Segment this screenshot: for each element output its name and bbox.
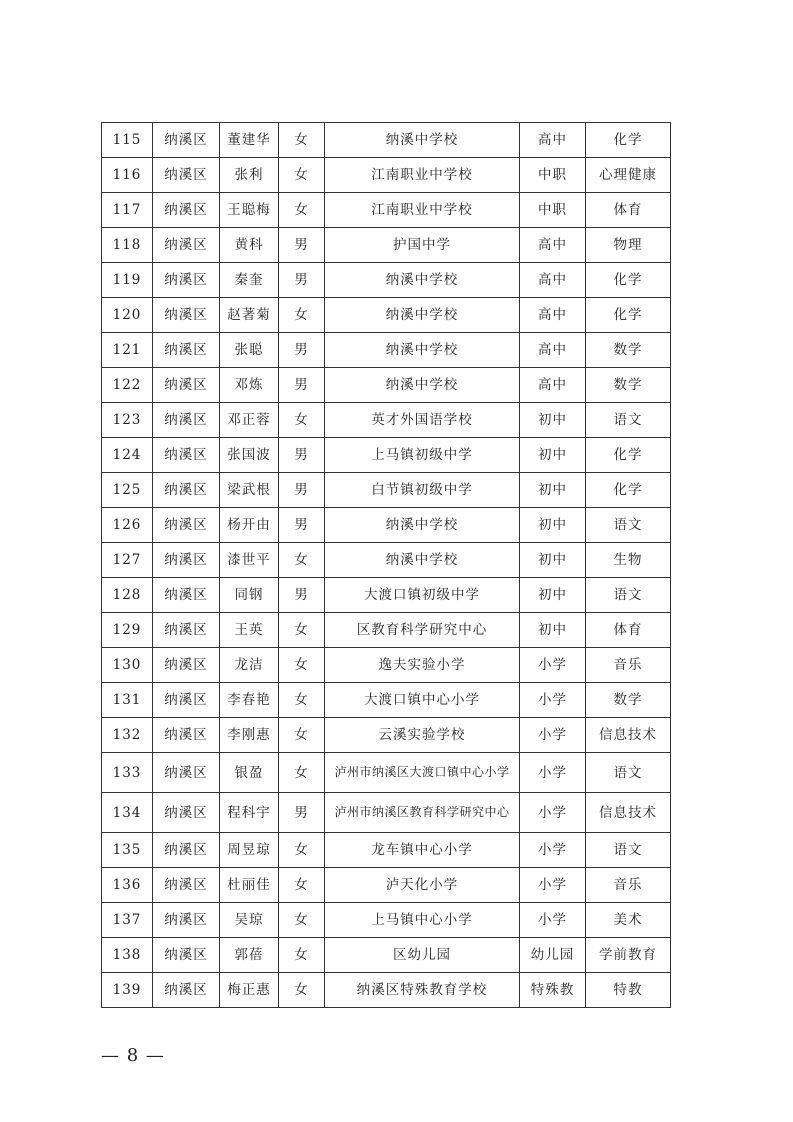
cell-number: 131 <box>102 683 153 718</box>
cell-number: 128 <box>102 578 153 613</box>
cell-school: 泸州市纳溪区教育科学研究中心 <box>325 793 520 833</box>
cell-name: 王英 <box>220 613 279 648</box>
table-row <box>102 903 671 938</box>
cell-district: 纳溪区 <box>153 333 220 368</box>
cell-school: 大渡口镇初级中学 <box>325 578 520 613</box>
cell-gender: 女 <box>279 683 325 718</box>
cell-number: 137 <box>102 903 153 938</box>
cell-level: 小学 <box>520 793 586 833</box>
cell-level: 幼儿园 <box>520 938 586 973</box>
table-row <box>102 683 671 718</box>
cell-level: 高中 <box>520 263 586 298</box>
cell-district: 纳溪区 <box>153 193 220 228</box>
cell-level: 小学 <box>520 718 586 753</box>
cell-level: 小学 <box>520 753 586 793</box>
cell-gender: 女 <box>279 123 325 158</box>
cell-level: 初中 <box>520 403 586 438</box>
cell-number: 133 <box>102 753 153 793</box>
cell-subject: 语文 <box>586 753 671 793</box>
cell-school: 江南职业中学校 <box>325 193 520 228</box>
table-row <box>102 333 671 368</box>
cell-district: 纳溪区 <box>153 263 220 298</box>
cell-district: 纳溪区 <box>153 403 220 438</box>
cell-name: 赵著菊 <box>220 298 279 333</box>
cell-level: 小学 <box>520 868 586 903</box>
cell-level: 中职 <box>520 193 586 228</box>
cell-gender: 女 <box>279 613 325 648</box>
cell-subject: 化学 <box>586 438 671 473</box>
table-row <box>102 718 671 753</box>
cell-district: 纳溪区 <box>153 158 220 193</box>
cell-subject: 信息技术 <box>586 793 671 833</box>
table-row <box>102 228 671 263</box>
cell-name: 同钢 <box>220 578 279 613</box>
cell-gender: 女 <box>279 403 325 438</box>
cell-subject: 化学 <box>586 123 671 158</box>
cell-school: 上马镇初级中学 <box>325 438 520 473</box>
cell-subject: 化学 <box>586 298 671 333</box>
cell-level: 初中 <box>520 578 586 613</box>
cell-subject: 化学 <box>586 263 671 298</box>
cell-number: 129 <box>102 613 153 648</box>
cell-district: 纳溪区 <box>153 613 220 648</box>
cell-level: 高中 <box>520 123 586 158</box>
cell-number: 126 <box>102 508 153 543</box>
cell-subject: 体育 <box>586 613 671 648</box>
roster-body <box>102 123 671 1008</box>
cell-subject: 生物 <box>586 543 671 578</box>
cell-name: 张利 <box>220 158 279 193</box>
cell-name: 郭蓓 <box>220 938 279 973</box>
cell-number: 130 <box>102 648 153 683</box>
cell-school: 纳溪中学校 <box>325 263 520 298</box>
table-row <box>102 753 671 793</box>
table-row <box>102 438 671 473</box>
cell-school: 纳溪中学校 <box>325 298 520 333</box>
cell-number: 135 <box>102 833 153 868</box>
cell-school: 江南职业中学校 <box>325 158 520 193</box>
cell-gender: 女 <box>279 543 325 578</box>
cell-level: 初中 <box>520 543 586 578</box>
table-row <box>102 648 671 683</box>
teacher-roster-table <box>101 122 671 1008</box>
cell-gender: 女 <box>279 753 325 793</box>
table-row <box>102 543 671 578</box>
cell-gender: 女 <box>279 718 325 753</box>
cell-district: 纳溪区 <box>153 473 220 508</box>
table-row <box>102 123 671 158</box>
table-row <box>102 403 671 438</box>
cell-school: 逸夫实验小学 <box>325 648 520 683</box>
cell-name: 杨开由 <box>220 508 279 543</box>
cell-district: 纳溪区 <box>153 973 220 1008</box>
cell-district: 纳溪区 <box>153 298 220 333</box>
cell-number: 119 <box>102 263 153 298</box>
cell-number: 115 <box>102 123 153 158</box>
cell-gender: 女 <box>279 648 325 683</box>
cell-name: 杜丽佳 <box>220 868 279 903</box>
cell-subject: 语文 <box>586 508 671 543</box>
cell-gender: 女 <box>279 868 325 903</box>
cell-subject: 体育 <box>586 193 671 228</box>
cell-level: 高中 <box>520 228 586 263</box>
cell-level: 初中 <box>520 508 586 543</box>
cell-number: 116 <box>102 158 153 193</box>
table-row <box>102 263 671 298</box>
cell-number: 122 <box>102 368 153 403</box>
cell-subject: 信息技术 <box>586 718 671 753</box>
cell-name: 董建华 <box>220 123 279 158</box>
cell-number: 132 <box>102 718 153 753</box>
cell-gender: 女 <box>279 298 325 333</box>
cell-gender: 女 <box>279 833 325 868</box>
cell-school: 龙车镇中心小学 <box>325 833 520 868</box>
cell-subject: 物理 <box>586 228 671 263</box>
cell-gender: 男 <box>279 228 325 263</box>
table-row <box>102 508 671 543</box>
cell-district: 纳溪区 <box>153 508 220 543</box>
cell-name: 漆世平 <box>220 543 279 578</box>
cell-level: 特殊教 <box>520 973 586 1008</box>
cell-level: 高中 <box>520 333 586 368</box>
cell-school: 泸州市纳溪区大渡口镇中心小学 <box>325 753 520 793</box>
cell-school: 护国中学 <box>325 228 520 263</box>
cell-level: 高中 <box>520 298 586 333</box>
cell-school: 纳溪中学校 <box>325 333 520 368</box>
cell-district: 纳溪区 <box>153 903 220 938</box>
cell-gender: 男 <box>279 263 325 298</box>
cell-gender: 男 <box>279 473 325 508</box>
cell-subject: 数学 <box>586 333 671 368</box>
cell-district: 纳溪区 <box>153 543 220 578</box>
cell-school: 纳溪中学校 <box>325 508 520 543</box>
cell-district: 纳溪区 <box>153 718 220 753</box>
cell-district: 纳溪区 <box>153 123 220 158</box>
cell-number: 123 <box>102 403 153 438</box>
cell-school: 白节镇初级中学 <box>325 473 520 508</box>
cell-subject: 音乐 <box>586 648 671 683</box>
cell-district: 纳溪区 <box>153 868 220 903</box>
cell-district: 纳溪区 <box>153 683 220 718</box>
table-row <box>102 368 671 403</box>
cell-district: 纳溪区 <box>153 833 220 868</box>
cell-gender: 男 <box>279 368 325 403</box>
cell-level: 小学 <box>520 683 586 718</box>
cell-gender: 男 <box>279 438 325 473</box>
cell-level: 小学 <box>520 833 586 868</box>
cell-school: 上马镇中心小学 <box>325 903 520 938</box>
cell-number: 138 <box>102 938 153 973</box>
cell-number: 139 <box>102 973 153 1008</box>
cell-gender: 男 <box>279 508 325 543</box>
cell-school: 区教育科学研究中心 <box>325 613 520 648</box>
cell-subject: 语文 <box>586 403 671 438</box>
cell-number: 134 <box>102 793 153 833</box>
cell-name: 黄科 <box>220 228 279 263</box>
cell-number: 120 <box>102 298 153 333</box>
cell-name: 梅正惠 <box>220 973 279 1008</box>
cell-district: 纳溪区 <box>153 578 220 613</box>
table-row <box>102 158 671 193</box>
cell-number: 121 <box>102 333 153 368</box>
cell-district: 纳溪区 <box>153 753 220 793</box>
cell-name: 李刚惠 <box>220 718 279 753</box>
cell-number: 117 <box>102 193 153 228</box>
cell-level: 小学 <box>520 903 586 938</box>
cell-district: 纳溪区 <box>153 793 220 833</box>
cell-level: 中职 <box>520 158 586 193</box>
cell-school: 纳溪中学校 <box>325 123 520 158</box>
table-row <box>102 298 671 333</box>
cell-gender: 男 <box>279 578 325 613</box>
cell-level: 小学 <box>520 648 586 683</box>
cell-name: 龙洁 <box>220 648 279 683</box>
cell-number: 118 <box>102 228 153 263</box>
cell-school: 云溪实验学校 <box>325 718 520 753</box>
cell-district: 纳溪区 <box>153 938 220 973</box>
cell-level: 初中 <box>520 438 586 473</box>
cell-number: 125 <box>102 473 153 508</box>
cell-name: 周昱琼 <box>220 833 279 868</box>
cell-name: 梁武根 <box>220 473 279 508</box>
cell-school: 纳溪中学校 <box>325 543 520 578</box>
table-row <box>102 868 671 903</box>
cell-school: 纳溪区特殊教育学校 <box>325 973 520 1008</box>
cell-school: 大渡口镇中心小学 <box>325 683 520 718</box>
cell-number: 124 <box>102 438 153 473</box>
table-row <box>102 193 671 228</box>
cell-gender: 女 <box>279 938 325 973</box>
cell-name: 李春艳 <box>220 683 279 718</box>
cell-name: 张聪 <box>220 333 279 368</box>
table-row <box>102 793 671 833</box>
cell-name: 邓正蓉 <box>220 403 279 438</box>
table-row <box>102 613 671 648</box>
table-row <box>102 833 671 868</box>
cell-subject: 美术 <box>586 903 671 938</box>
cell-level: 高中 <box>520 368 586 403</box>
cell-name: 秦奎 <box>220 263 279 298</box>
cell-school: 纳溪中学校 <box>325 368 520 403</box>
cell-subject: 音乐 <box>586 868 671 903</box>
table-row <box>102 578 671 613</box>
cell-name: 程科宇 <box>220 793 279 833</box>
cell-subject: 语文 <box>586 833 671 868</box>
page-number: — 8 — <box>101 1045 165 1066</box>
cell-school: 泸天化小学 <box>325 868 520 903</box>
table-row <box>102 973 671 1008</box>
cell-level: 初中 <box>520 473 586 508</box>
cell-name: 邓炼 <box>220 368 279 403</box>
cell-district: 纳溪区 <box>153 438 220 473</box>
cell-number: 127 <box>102 543 153 578</box>
cell-name: 银盈 <box>220 753 279 793</box>
cell-subject: 数学 <box>586 683 671 718</box>
cell-district: 纳溪区 <box>153 228 220 263</box>
cell-gender: 女 <box>279 158 325 193</box>
cell-subject: 数学 <box>586 368 671 403</box>
cell-gender: 男 <box>279 333 325 368</box>
cell-name: 张国波 <box>220 438 279 473</box>
cell-name: 吴琼 <box>220 903 279 938</box>
cell-level: 初中 <box>520 613 586 648</box>
cell-gender: 女 <box>279 903 325 938</box>
cell-number: 136 <box>102 868 153 903</box>
table-row <box>102 473 671 508</box>
cell-subject: 心理健康 <box>586 158 671 193</box>
table-row <box>102 938 671 973</box>
cell-subject: 语文 <box>586 578 671 613</box>
cell-district: 纳溪区 <box>153 368 220 403</box>
cell-subject: 化学 <box>586 473 671 508</box>
cell-gender: 女 <box>279 973 325 1008</box>
cell-school: 区幼儿园 <box>325 938 520 973</box>
cell-subject: 学前教育 <box>586 938 671 973</box>
cell-name: 王聪梅 <box>220 193 279 228</box>
cell-gender: 男 <box>279 793 325 833</box>
cell-gender: 女 <box>279 193 325 228</box>
cell-subject: 特教 <box>586 973 671 1008</box>
cell-school: 英才外国语学校 <box>325 403 520 438</box>
cell-district: 纳溪区 <box>153 648 220 683</box>
